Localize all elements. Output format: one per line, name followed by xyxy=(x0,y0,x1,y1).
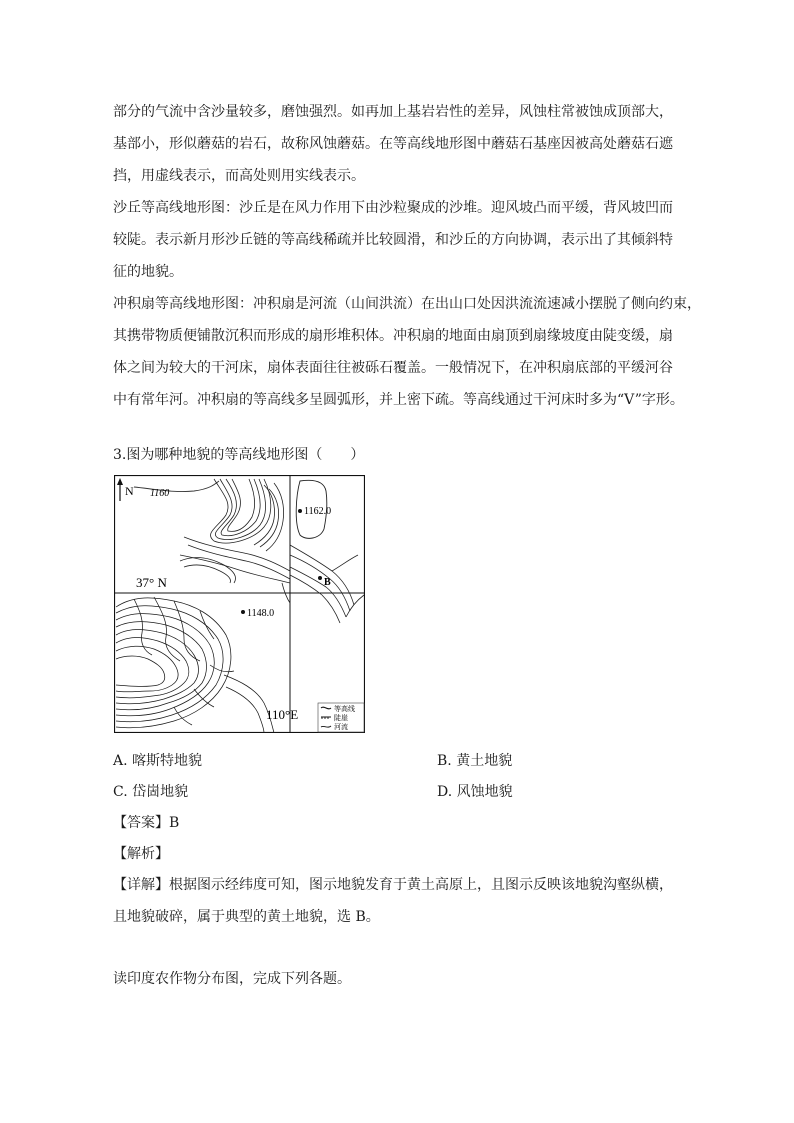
latitude-label: 37° N xyxy=(136,575,167,590)
contour-map xyxy=(114,475,365,733)
contour-label: 1160 xyxy=(150,488,170,499)
spot-height-label: 1148.0 xyxy=(247,608,275,619)
intro-fan-paragraph xyxy=(113,288,713,416)
north-label: N xyxy=(125,484,134,498)
text-line: 征的地貌。 xyxy=(113,264,183,280)
map-legend xyxy=(318,703,364,732)
spot-height-marker xyxy=(298,509,302,513)
legend-item: 河流 xyxy=(334,723,348,731)
intro-dune-paragraph xyxy=(113,192,713,288)
text-line: 中有常年河。冲积扇的等高线多呈圆弧形，并上密下疏。等高线通过干河床时多为“V”字形。 xyxy=(113,392,684,408)
point-b-marker xyxy=(318,576,322,580)
detail-line: 【详解】根据图示经纬度可知，图示地貌发育于黄土高原上，且图示反映该地貌沟壑纵横， xyxy=(113,877,673,893)
option-c[interactable]: C. 岱崮地貌 xyxy=(113,784,189,800)
intro-mushroom-paragraph xyxy=(113,96,713,192)
point-b-label: B xyxy=(324,577,331,588)
longitude-label: 110°E xyxy=(266,707,299,722)
text-line: 冲积扇等高线地形图：冲积扇是河流（山间洪流）在出山口处因洪流流速减小摆脱了侧向约束， xyxy=(113,296,701,312)
text-line: 部分的气流中含沙量较多，磨蚀强烈。如再加上基岩岩性的差异，风蚀柱常被蚀成顶部大， xyxy=(113,104,673,120)
detail-line: 且地貌破碎，属于典型的黄土地貌，选 B。 xyxy=(113,909,380,925)
text-line: 较陡。表示新月形沙丘链的等高线稀疏并比较圆滑，和沙丘的方向协调，表示出了其倾斜特 xyxy=(113,232,673,248)
analysis-label: 【解析】 xyxy=(113,846,169,862)
answer-line: 【答案】B xyxy=(113,815,180,831)
text-line: 其携带物质便铺散沉积而形成的扇形堆积体。冲积扇的地面由扇顶到扇缘坡度由陡变缓，扇 xyxy=(113,328,673,344)
legend-item: 陡崖 xyxy=(334,714,348,722)
text-line: 挡，用虚线表示，而高处则用实线表示。 xyxy=(113,168,365,184)
legend-item: 等高线 xyxy=(334,705,355,713)
question-stem: 3.图为哪种地貌的等高线地形图（ ） xyxy=(113,447,365,463)
option-d[interactable]: D. 风蚀地貌 xyxy=(437,784,513,800)
text-line: 体之间为较大的干河床，扇体表面往往被砾石覆盖。一般情况下，在冲积扇底部的平缓河谷 xyxy=(113,360,673,376)
next-question-prompt: 读印度农作物分布图，完成下列各题。 xyxy=(113,971,351,987)
spot-height-marker xyxy=(241,610,245,614)
option-a[interactable]: A. 喀斯特地貌 xyxy=(113,753,203,769)
text-line: 基部小，形似蘑菇的岩石，故称风蚀蘑菇。在等高线地形图中蘑菇石基座因被高处蘑菇石遮 xyxy=(113,136,673,152)
text-line: 沙丘等高线地形图：沙丘是在风力作用下由沙粒聚成的沙堆。迎风坡凸而平缓，背风坡凹而 xyxy=(113,200,673,216)
spot-height-label: 1162.0 xyxy=(304,506,332,517)
option-b[interactable]: B. 黄土地貌 xyxy=(437,753,513,769)
